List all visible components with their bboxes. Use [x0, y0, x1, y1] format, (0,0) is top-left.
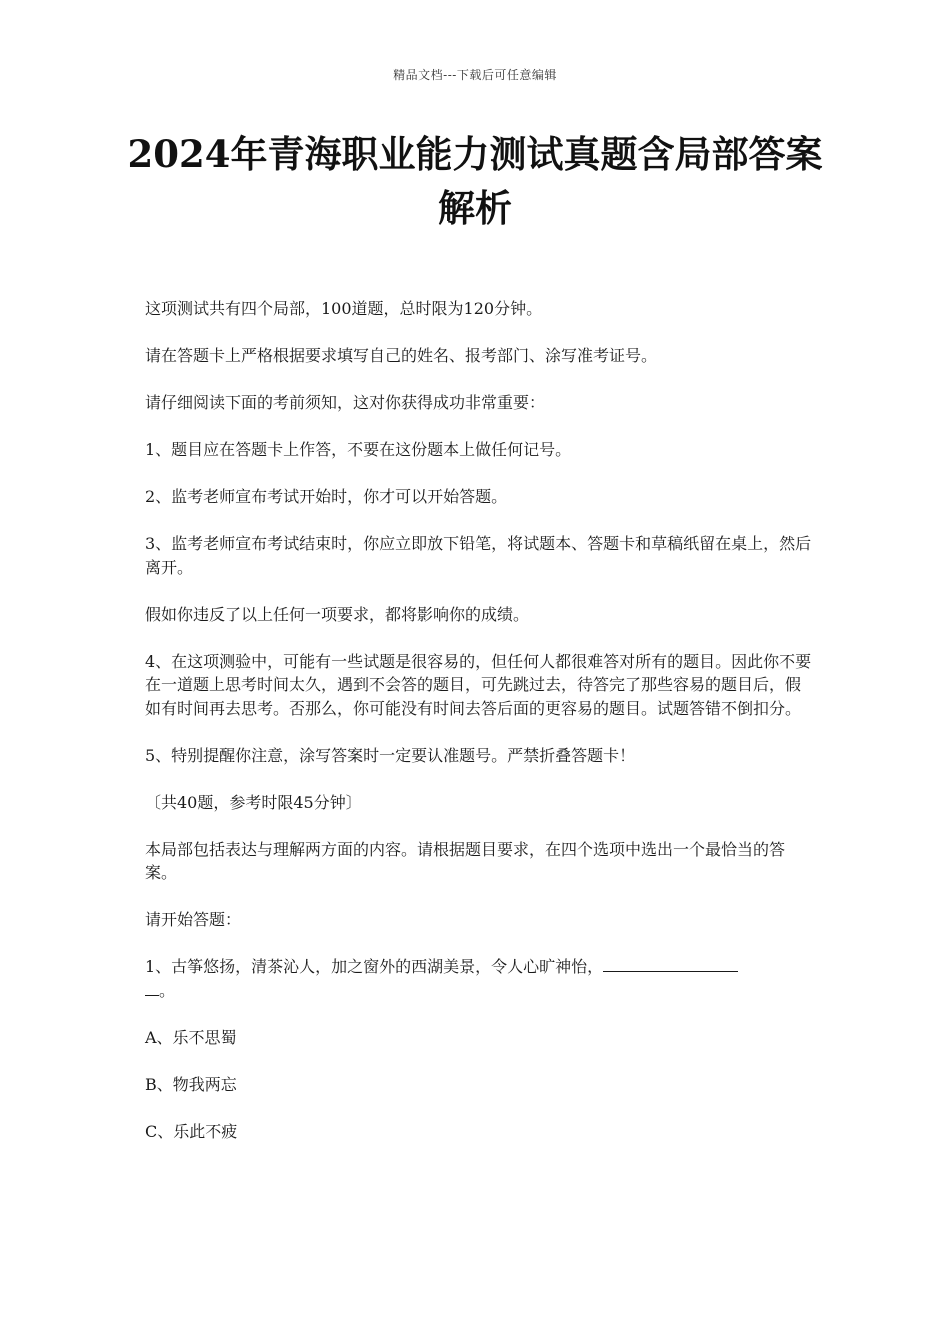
document-title: 2024年青海职业能力测试真题含局部答案解析 — [127, 132, 823, 230]
document-body — [145, 297, 815, 1167]
paragraph: 本局部包括表达与理解两方面的内容。请根据题目要求，在四个选项中选出一个最恰当的答案。 — [145, 839, 786, 882]
paragraph: 请开始答题： — [145, 910, 242, 929]
answer-option-a: A、乐不思蜀 — [145, 1027, 237, 1047]
answer-blank-continued — [145, 981, 159, 996]
question-stem-text: 1、古筝悠扬，清茶沁人，加之窗外的西湖美景，令人心旷神怡， — [145, 957, 604, 976]
paragraph: 假如你违反了以上任何一项要求，都将影响你的成绩。 — [145, 604, 530, 624]
question-stem-end: 。 — [159, 980, 176, 1000]
answer-option-b: B、物我两忘 — [145, 1074, 237, 1094]
header-note: 精品文档---下载后可任意编辑 — [393, 68, 557, 82]
paragraph: 2、监考老师宣布考试开始时，你才可以开始答题。 — [145, 487, 508, 506]
paragraph: 这项测试共有四个局部，100道题，总时限为120分钟。 — [145, 299, 543, 318]
answer-option-c: C、乐此不疲 — [145, 1121, 238, 1141]
paragraph: 〔共40题，参考时限45分钟〕 — [145, 792, 362, 812]
paragraph: 5、特别提醒你注意，涂写答案时一定要认准题号。严禁折叠答题卡！ — [145, 745, 636, 765]
paragraph: 4、在这项测验中，可能有一些试题是很容易的，但任何人都很难答对所有的题目。因此你不要在一道题上思考时间太久，遇到不会答的题目，可先跳过去，待答完了那些容易的题目后，假如有时间再去思考。否那么，你可能没有时间去答后面的更容易的题目。试题答错不倒扣分。 — [145, 651, 812, 718]
paragraph: 1、题目应在答题卡上作答，不要在这份题本上做任何记号。 — [145, 440, 572, 459]
paragraph: 请仔细阅读下面的考前须知，这对你获得成功非常重要： — [145, 393, 546, 412]
paragraph: 请在答题卡上严格根据要求填写自己的姓名、报考部门、涂写准考证号。 — [145, 346, 658, 365]
answer-blank — [603, 957, 738, 972]
question-stem — [145, 955, 815, 1002]
paragraph: 3、监考老师宣布考试结束时，你应立即放下铅笔，将试题本、答题卡和草稿纸留在桌上，然后离开。 — [145, 534, 812, 577]
